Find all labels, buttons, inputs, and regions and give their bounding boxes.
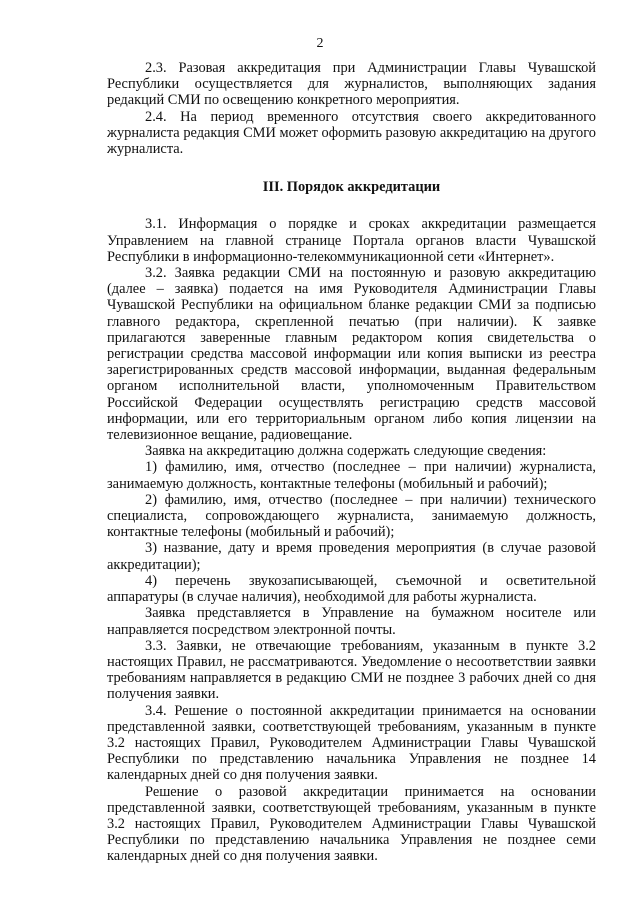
paragraph-submission: Заявка представляется в Управление на бумажном носителе или направляется посредством электронной почты. (107, 605, 596, 638)
paragraph-3-1: 3.1. Информация о порядке и сроках аккредитации размещается Управлением на главной странице Портала органов власти Чувашской Республики в информационно-телекоммуникационной сети «Интернет». (107, 216, 596, 265)
list-item-4: 4) перечень звукозаписывающей, съемочной и осветительной аппаратуры (в случае наличия), необходимой для работы журналиста. (107, 572, 596, 606)
paragraph-one-time-decision: Решение о разовой аккредитации принимается на основании представленной заявки, соответствующей требованиям, указанным в пункте 3.2 настоящих Правил, Руководителем Администрации Главы Чувашской Республики по представлению начальника Управления не позднее семи календарных дней со дня получения заявки. (107, 783, 596, 865)
paragraph-2-3: 2.3. Разовая аккредитация при Администрации Главы Чувашской Республики осуществляется для журналистов, выполняющих задания редакций СМИ по освещению конкретного мероприятия. (107, 60, 596, 109)
list-item-3: 3) название, дату и время проведения мероприятия (в случае разовой аккредитации); (107, 540, 596, 573)
list-item-2: 2) фамилию, имя, отчество (последнее – при наличии) технического специалиста, сопровождающего журналиста, занимаемую должность, контактные телефоны (мобильный и рабочий); (107, 491, 596, 541)
paragraph-3-3: 3.3. Заявки, не отвечающие требованиям, указанным в пункте 3.2 настоящих Правил, не рассматриваются. Уведомление о несоответствии заявки требованиям направляется в редакцию СМИ не позднее 3 рабочих дней со дня получения заявки. (107, 637, 596, 703)
paragraph-request-contents: Заявка на аккредитацию должна содержать следующие сведения: (145, 443, 547, 460)
section-heading: III. Порядок аккредитации (262, 179, 441, 196)
list-item-1: 1) фамилию, имя, отчество (последнее – при наличии) журналиста, занимаемую должность, контактные телефоны (мобильный и рабочий); (107, 459, 596, 492)
paragraph-2-4: 2.4. На период временного отсутствия своего аккредитованного журналиста редакция СМИ может оформить разовую аккредитацию на другого журналиста. (107, 108, 596, 158)
page-number: 2 (316, 36, 324, 51)
document-body (107, 60, 596, 865)
paragraph-3-4: 3.4. Решение о постоянной аккредитации принимается на основании представленной заявки, соответствующей требованиям, указанным в пункте 3.2 настоящих Правил, Руководителем Администрации Главы Чувашской Республики по представлению начальника Управления не позднее 14 календарных дней со дня получения заявки. (107, 702, 596, 784)
paragraph-3-2: 3.2. Заявка редакции СМИ на постоянную и разовую аккредитацию (далее – заявка) подается на имя Руководителя Администрации Главы Чувашской Республики на официальном бланке редакции СМИ за подписью главного редактора, скрепленной печатью (при наличии). К заявке прилагаются заверенные главным редактором копия свидетельства о регистрации средства массовой информации или копия выписки из реестра зарегистрированных средств массовой информации, выданная федеральным органом исполнительной власти, уполномоченным Правительством Российской Федерации осуществлять регистрацию средств массовой информации, или его территориальным органом либо копия лицензии на телевизионное вещание, радиовещание. (107, 265, 596, 444)
